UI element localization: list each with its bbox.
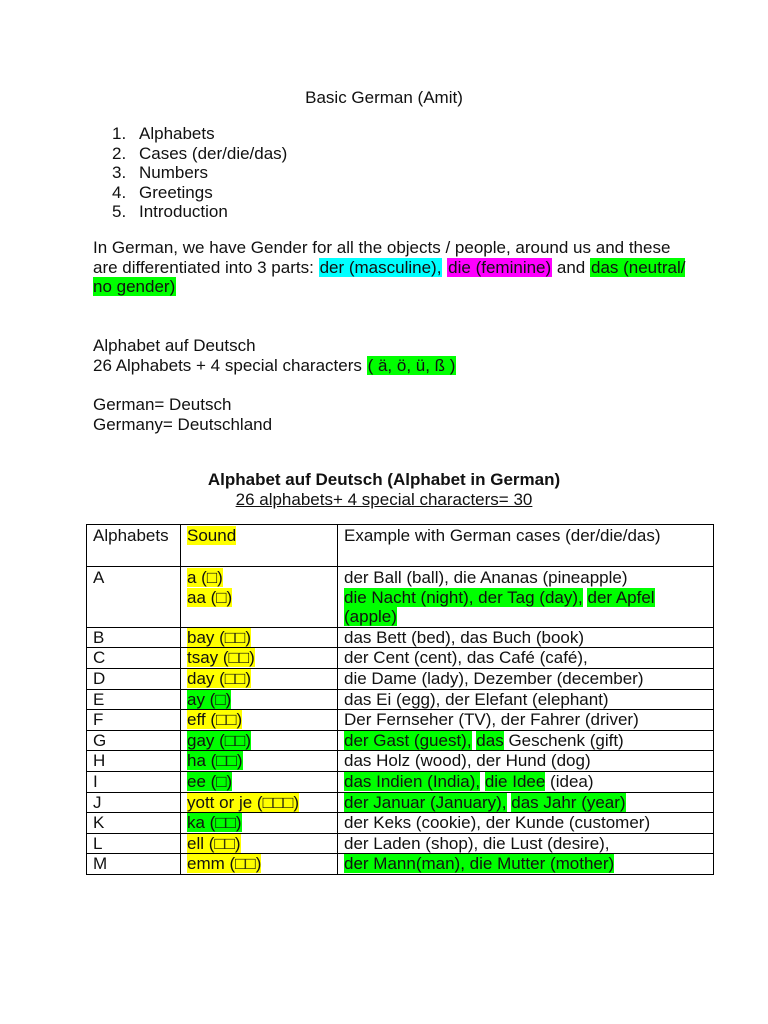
special-characters-highlight: ( ä, ö, ü, ß ) bbox=[367, 355, 456, 375]
sound-text: a (□) bbox=[187, 568, 223, 587]
country-names: German= Deutsch Germany= Deutschland bbox=[93, 395, 273, 434]
example-cell bbox=[338, 813, 714, 834]
letter-cell: E bbox=[87, 689, 181, 710]
alphabet-intro: Alphabet auf Deutsch 26 Alphabets + 4 special characters ( ä, ö, ü, ß ) bbox=[93, 336, 456, 375]
letter-cell: F bbox=[87, 710, 181, 731]
example-text: Geschenk (gift) bbox=[503, 730, 624, 750]
table-row bbox=[87, 567, 714, 628]
example-text: der Cent (cent), das Café (café), bbox=[344, 648, 588, 668]
example-text: der Apfel (apple) bbox=[344, 587, 655, 627]
feminine-highlight: die (feminine) bbox=[448, 257, 552, 277]
document-title: Basic German (Amit) bbox=[305, 88, 463, 107]
example-text: der Gast (guest), bbox=[344, 730, 472, 750]
sound-cell bbox=[181, 833, 338, 854]
sound-text: ha (□□) bbox=[187, 751, 243, 771]
sound-cell bbox=[181, 771, 338, 792]
example-cell bbox=[338, 567, 714, 628]
header-sound: Sound bbox=[181, 525, 338, 567]
table-row bbox=[87, 648, 714, 669]
table-row bbox=[87, 730, 714, 751]
sound-text: emm (□□) bbox=[187, 854, 262, 874]
list-item: 3. Numbers bbox=[112, 163, 208, 183]
table-row bbox=[87, 689, 714, 710]
neutral-highlight: das (neutral/ no gender) bbox=[93, 257, 686, 297]
example-cell bbox=[338, 854, 714, 875]
sound-text: day (□□) bbox=[187, 668, 251, 688]
sound-text: bay (□□) bbox=[187, 627, 251, 647]
sound-text: gay (□□) bbox=[187, 730, 251, 750]
example-text: die Dame (lady), Dezember (december) bbox=[344, 668, 644, 688]
example-text: das Jahr (year) bbox=[511, 792, 626, 812]
example-text: das Indien (India), bbox=[344, 771, 481, 791]
section-subtitle: 26 alphabets+ 4 special characters= 30 bbox=[235, 489, 533, 509]
example-cell bbox=[338, 771, 714, 792]
sound-cell bbox=[181, 648, 338, 669]
example-cell bbox=[338, 710, 714, 731]
letter-cell: J bbox=[87, 792, 181, 813]
sound-text: yott or je (□□□) bbox=[187, 792, 300, 812]
example-cell bbox=[338, 668, 714, 689]
sound-cell bbox=[181, 730, 338, 751]
example-text: das bbox=[476, 730, 504, 750]
sound-cell bbox=[181, 751, 338, 772]
sound-text: ee (□) bbox=[187, 771, 233, 791]
sound-cell bbox=[181, 710, 338, 731]
sound-cell bbox=[181, 813, 338, 834]
example-cell bbox=[338, 648, 714, 669]
sound-cell bbox=[181, 854, 338, 875]
example-cell bbox=[338, 627, 714, 648]
letter-cell: D bbox=[87, 668, 181, 689]
letter-cell: C bbox=[87, 648, 181, 669]
example-text: der Mann(man), die Mutter (mother) bbox=[344, 854, 615, 874]
letter-cell: G bbox=[87, 730, 181, 751]
sound-text: ay (□) bbox=[187, 689, 232, 709]
list-item: 5. Introduction bbox=[112, 202, 228, 222]
table-row bbox=[87, 751, 714, 772]
example-cell bbox=[338, 730, 714, 751]
alphabet-table bbox=[86, 524, 714, 875]
sound-text: ka (□□) bbox=[187, 813, 242, 833]
example-text: der Laden (shop), die Lust (desire), bbox=[344, 833, 610, 853]
list-item: 2. Cases (der/die/das) bbox=[112, 143, 288, 163]
example-text: das Ei (egg), der Elefant (elephant) bbox=[344, 689, 609, 709]
table-row bbox=[87, 627, 714, 648]
example-cell bbox=[338, 751, 714, 772]
sound-cell bbox=[181, 668, 338, 689]
sound-text: eff (□□) bbox=[187, 710, 243, 730]
sound-cell bbox=[181, 627, 338, 648]
sound-cell bbox=[181, 689, 338, 710]
header-example: Example with German cases (der/die/das) bbox=[338, 525, 714, 567]
table-row bbox=[87, 668, 714, 689]
sound-text: ell (□□) bbox=[187, 833, 241, 853]
example-text: (idea) bbox=[545, 771, 594, 791]
sound-text: aa (□) bbox=[187, 587, 233, 607]
letter-cell: H bbox=[87, 751, 181, 772]
example-cell bbox=[338, 833, 714, 854]
example-text: der Keks (cookie), der Kunde (customer) bbox=[344, 813, 651, 833]
list-item: 4. Greetings bbox=[112, 182, 213, 202]
letter-cell: B bbox=[87, 627, 181, 648]
example-text: der Ball (ball), die Ananas (pineapple) bbox=[344, 568, 628, 587]
table-header-row bbox=[87, 525, 714, 567]
example-text: der Januar (January), bbox=[344, 792, 507, 812]
example-text: die Idee bbox=[484, 771, 546, 791]
example-text: die Nacht (night), der Tag (day), bbox=[344, 587, 583, 607]
letter-cell: I bbox=[87, 771, 181, 792]
table-row bbox=[87, 792, 714, 813]
list-item: 1. Alphabets bbox=[112, 124, 215, 143]
letter-cell: K bbox=[87, 813, 181, 834]
table-row bbox=[87, 771, 714, 792]
gender-paragraph: In German, we have Gender for all the objects / people, around us and these are differentiated into 3 parts: der (masculine), die (feminine) and das (neutral/ no gender) bbox=[93, 238, 686, 297]
example-cell bbox=[338, 792, 714, 813]
sound-text: tsay (□□) bbox=[187, 648, 255, 668]
example-text: Der Fernseher (TV), der Fahrer (driver) bbox=[344, 710, 639, 730]
letter-cell: M bbox=[87, 854, 181, 875]
sound-cell bbox=[181, 567, 338, 628]
table-heading bbox=[0, 470, 768, 509]
header-alphabets: Alphabets bbox=[87, 525, 181, 567]
table-row bbox=[87, 813, 714, 834]
example-text: das Bett (bed), das Buch (book) bbox=[344, 627, 585, 647]
letter-cell: A bbox=[87, 567, 181, 628]
letter-cell: L bbox=[87, 833, 181, 854]
masculine-highlight: der (masculine), bbox=[319, 257, 442, 277]
section-title: Alphabet auf Deutsch (Alphabet in German) bbox=[207, 470, 561, 489]
sound-cell bbox=[181, 792, 338, 813]
example-cell bbox=[338, 689, 714, 710]
topics-list bbox=[112, 124, 287, 222]
table-row bbox=[87, 854, 714, 875]
example-text: das Holz (wood), der Hund (dog) bbox=[344, 751, 591, 771]
table-row bbox=[87, 710, 714, 731]
table-row bbox=[87, 833, 714, 854]
